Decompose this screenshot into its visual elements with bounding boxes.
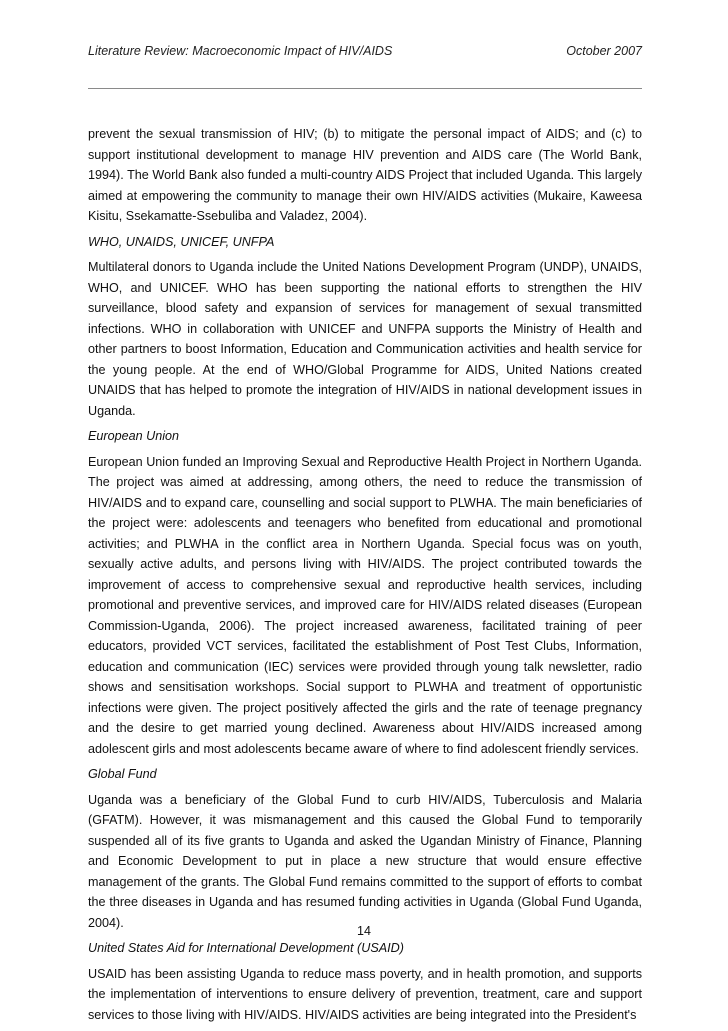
paragraph-global-fund: Uganda was a beneficiary of the Global Fund to curb HIV/AIDS, Tuberculosis and Malaria (GFATM). However, it was mismanagement and this caused the Global Fund to temporarily suspended all of its five grants to Uganda and asked the Ugandan Ministry of Finance, Planning and Economic Development to put in place a new structure that would ensure effective management of the grants. The Global Fund remains committed to the support of efforts to combat the three diseases in Uganda and has resumed funding activities in Uganda (Global Fund Uganda, 2004).	[88, 792, 642, 930]
page-header	[88, 44, 642, 64]
paragraph-usaid: USAID has been assisting Uganda to reduce mass poverty, and in health promotion, and supports the implementation of interventions to ensure delivery of prevention, treatment, care and support services to those living with HIV/AIDS. HIV/AIDS activities are being integrated into the President's	[88, 966, 642, 1022]
heading-european-union: European Union	[88, 429, 180, 443]
heading-global-fund: Global Fund	[88, 767, 157, 781]
paragraph-european-union: European Union funded an Improving Sexual and Reproductive Health Project in Northern Uganda. The project was aimed at addressing, among others, the need to reduce the transmission of HIV/AIDS and to expand care, counselling and social support to PLWHA. The main beneficiaries of the project were: adolescents and teenagers who benefited from educational and promotional activities; and PLWHA in the conflict area in Northern Uganda. Special focus was on youth, sexually active adults, and persons living with HIV/AIDS. The project contributed towards the improvement of access to comprehensive sexual and reproductive health services, including promotional and preventive services, and improved care for HIV/AIDS related diseases (European Commission-Uganda, 2006). The project increased awareness, facilitated training of peer educators, provided VCT services, facilitated the establishment of Post Test Clubs, Information, education and communication (IEC) services were provided through young talk newsletter, radio shows and sensitisation workshops. Social support to PLWHA and treatment of opportunistic infections were given. The project positively affected the girls and the rate of teenage pregnancy and the desire to get married young declined. Awareness about HIV/AIDS increased among adolescent girls and most adolescents became aware of where to find adolescent friendly services.	[88, 454, 642, 756]
heading-who-unaids: WHO, UNAIDS, UNICEF, UNFPA	[88, 234, 275, 249]
heading-usaid: United States Aid for International Development (USAID)	[88, 941, 404, 955]
header-date: October 2007	[566, 44, 642, 58]
header-title: Literature Review: Macroeconomic Impact of HIV/AIDS	[88, 44, 393, 58]
header-rule	[88, 88, 642, 89]
paragraph-world-bank: prevent the sexual transmission of HIV; (b) to mitigate the personal impact of AIDS; and (c) to support institutional development to manage HIV prevention and AIDS care (The World Bank, 1994). The World Bank also funded a multi-country AIDS Project that included Uganda. This largely aimed at empowering the community to manage their own HIV/AIDS activities (Mukaire, Kaweesa Kisitu, Ssekamatte-Ssebuliba and Valadez, 2004).	[88, 127, 642, 223]
document-body	[88, 124, 642, 1030]
page-number: 14	[357, 924, 371, 938]
paragraph-who-unaids: Multilateral donors to Uganda include the United Nations Development Program (UNDP), UNAIDS, WHO, and UNICEF. WHO has been supporting the national efforts to strengthen the HIV surveillance, blood safety and expansion of services for management of sexual transmitted infections. WHO in collaboration with UNICEF and UNFPA supports the Ministry of Health and other partners to boost Information, Education and Communication activities and health service for the young people. At the end of WHO/Global Programme for AIDS, United Nations created UNAIDS that has helped to promote the integration of HIV/AIDS in national development issues in Uganda.	[88, 260, 642, 418]
